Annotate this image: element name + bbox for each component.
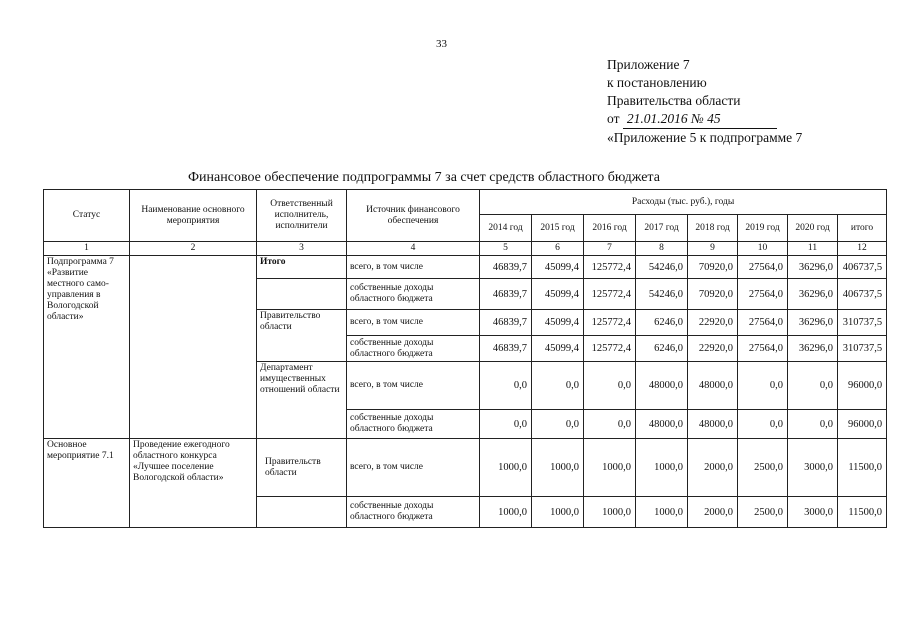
col-number: 12 bbox=[838, 242, 887, 256]
total-cell: 11500,0 bbox=[838, 439, 887, 497]
executor-empty bbox=[257, 497, 347, 528]
header-status: Статус bbox=[44, 190, 130, 242]
value-cell: 1000,0 bbox=[636, 497, 688, 528]
value-cell: 0,0 bbox=[584, 410, 636, 439]
source-cell: всего, в том числе bbox=[347, 310, 480, 336]
value-cell: 45099,4 bbox=[532, 310, 584, 336]
value-cell: 48000,0 bbox=[636, 410, 688, 439]
value-cell: 0,0 bbox=[738, 410, 788, 439]
source-cell: собственные доходы областного бюджета bbox=[347, 497, 480, 528]
value-cell: 0,0 bbox=[738, 362, 788, 410]
header-year: 2014 год bbox=[480, 215, 532, 242]
value-cell: 2000,0 bbox=[688, 439, 738, 497]
executor-government: Правительство области bbox=[257, 310, 347, 362]
header-expenses: Расходы (тыс. руб.), годы bbox=[480, 190, 887, 215]
col-number: 9 bbox=[688, 242, 738, 256]
value-cell: 54246,0 bbox=[636, 256, 688, 279]
date-number: 21.01.2016 № 45 bbox=[623, 110, 777, 129]
finance-table bbox=[43, 189, 887, 528]
total-cell: 11500,0 bbox=[838, 497, 887, 528]
executor-event: Правительств области bbox=[257, 439, 347, 497]
col-number: 8 bbox=[636, 242, 688, 256]
total-cell: 310737,5 bbox=[838, 310, 887, 336]
header-activity: Наименование основного мероприятия bbox=[130, 190, 257, 242]
source-cell: собственные доходы областного бюджета bbox=[347, 279, 480, 310]
col-number: 4 bbox=[347, 242, 480, 256]
value-cell: 125772,4 bbox=[584, 310, 636, 336]
value-cell: 6246,0 bbox=[636, 336, 688, 362]
activity-empty bbox=[130, 256, 257, 439]
value-cell: 46839,7 bbox=[480, 310, 532, 336]
value-cell: 54246,0 bbox=[636, 279, 688, 310]
header-year: 2017 год bbox=[636, 215, 688, 242]
appendix-line-3: Правительства области bbox=[607, 93, 741, 108]
appendix-line-1: Приложение 7 bbox=[607, 57, 690, 72]
executor-total: Итого bbox=[257, 256, 347, 279]
value-cell: 125772,4 bbox=[584, 256, 636, 279]
header-year: 2019 год bbox=[738, 215, 788, 242]
header-year: 2016 год bbox=[584, 215, 636, 242]
col-number: 3 bbox=[257, 242, 347, 256]
value-cell: 3000,0 bbox=[788, 439, 838, 497]
col-number: 2 bbox=[130, 242, 257, 256]
value-cell: 22920,0 bbox=[688, 336, 738, 362]
value-cell: 1000,0 bbox=[584, 439, 636, 497]
col-number: 5 bbox=[480, 242, 532, 256]
source-cell: всего, в том числе bbox=[347, 439, 480, 497]
value-cell: 45099,4 bbox=[532, 256, 584, 279]
value-cell: 45099,4 bbox=[532, 279, 584, 310]
source-cell: собственные доходы областного бюджета bbox=[347, 410, 480, 439]
status-subprogram: Подпрограмма 7 «Развитие местного само-управления в Вологодской области» bbox=[44, 256, 130, 439]
col-number: 7 bbox=[584, 242, 636, 256]
header-total: итого bbox=[838, 215, 887, 242]
value-cell: 46839,7 bbox=[480, 336, 532, 362]
value-cell: 46839,7 bbox=[480, 256, 532, 279]
header-year: 2015 год bbox=[532, 215, 584, 242]
value-cell: 36296,0 bbox=[788, 336, 838, 362]
value-cell: 2500,0 bbox=[738, 439, 788, 497]
value-cell: 0,0 bbox=[480, 410, 532, 439]
value-cell: 70920,0 bbox=[688, 256, 738, 279]
col-number: 6 bbox=[532, 242, 584, 256]
value-cell: 0,0 bbox=[584, 362, 636, 410]
value-cell: 2000,0 bbox=[688, 497, 738, 528]
value-cell: 0,0 bbox=[532, 410, 584, 439]
value-cell: 2500,0 bbox=[738, 497, 788, 528]
total-cell: 310737,5 bbox=[838, 336, 887, 362]
value-cell: 27564,0 bbox=[738, 279, 788, 310]
source-cell: собственные доходы областного бюджета bbox=[347, 336, 480, 362]
value-cell: 27564,0 bbox=[738, 256, 788, 279]
value-cell: 36296,0 bbox=[788, 279, 838, 310]
value-cell: 46839,7 bbox=[480, 279, 532, 310]
value-cell: 36296,0 bbox=[788, 256, 838, 279]
executor-empty bbox=[257, 279, 347, 310]
value-cell: 125772,4 bbox=[584, 279, 636, 310]
value-cell: 70920,0 bbox=[688, 279, 738, 310]
total-cell: 96000,0 bbox=[838, 410, 887, 439]
appendix-line-2: к постановлению bbox=[607, 75, 707, 90]
value-cell: 125772,4 bbox=[584, 336, 636, 362]
col-number: 11 bbox=[788, 242, 838, 256]
col-number: 10 bbox=[738, 242, 788, 256]
value-cell: 48000,0 bbox=[636, 362, 688, 410]
value-cell: 3000,0 bbox=[788, 497, 838, 528]
value-cell: 1000,0 bbox=[480, 439, 532, 497]
appendix-line-5: «Приложение 5 к подпрограмме 7 bbox=[607, 130, 803, 145]
value-cell: 0,0 bbox=[788, 410, 838, 439]
col-number: 1 bbox=[44, 242, 130, 256]
value-cell: 1000,0 bbox=[532, 439, 584, 497]
value-cell: 45099,4 bbox=[532, 336, 584, 362]
table-row bbox=[44, 256, 887, 279]
status-event: Основное мероприятие 7.1 bbox=[44, 439, 130, 528]
value-cell: 48000,0 bbox=[688, 362, 738, 410]
event-name: Проведение ежегодного областного конкурса «Лучшее поселение Вологодской области» bbox=[130, 439, 257, 528]
source-cell: всего, в том числе bbox=[347, 362, 480, 410]
executor-department: Департамент имущественных отношений области bbox=[257, 362, 347, 439]
value-cell: 1000,0 bbox=[636, 439, 688, 497]
table-title: Финансовое обеспечение подпрограммы 7 за счет средств областного бюджета bbox=[188, 170, 660, 185]
value-cell: 48000,0 bbox=[688, 410, 738, 439]
from-prefix: от bbox=[607, 111, 620, 126]
value-cell: 0,0 bbox=[532, 362, 584, 410]
header-source: Источник финансового обеспечения bbox=[347, 190, 480, 242]
value-cell: 36296,0 bbox=[788, 310, 838, 336]
total-cell: 406737,5 bbox=[838, 279, 887, 310]
value-cell: 0,0 bbox=[480, 362, 532, 410]
table-row bbox=[44, 439, 887, 497]
header-executor: Ответственный исполнитель, исполнители bbox=[257, 190, 347, 242]
page-number: 33 bbox=[436, 38, 447, 50]
appendix-date-line bbox=[607, 110, 802, 129]
value-cell: 6246,0 bbox=[636, 310, 688, 336]
value-cell: 27564,0 bbox=[738, 310, 788, 336]
header-year: 2018 год bbox=[688, 215, 738, 242]
value-cell: 1000,0 bbox=[584, 497, 636, 528]
total-cell: 406737,5 bbox=[838, 256, 887, 279]
appendix-block bbox=[607, 56, 802, 147]
value-cell: 1000,0 bbox=[480, 497, 532, 528]
value-cell: 1000,0 bbox=[532, 497, 584, 528]
source-cell: всего, в том числе bbox=[347, 256, 480, 279]
value-cell: 22920,0 bbox=[688, 310, 738, 336]
value-cell: 27564,0 bbox=[738, 336, 788, 362]
value-cell: 0,0 bbox=[788, 362, 838, 410]
total-cell: 96000,0 bbox=[838, 362, 887, 410]
header-year: 2020 год bbox=[788, 215, 838, 242]
